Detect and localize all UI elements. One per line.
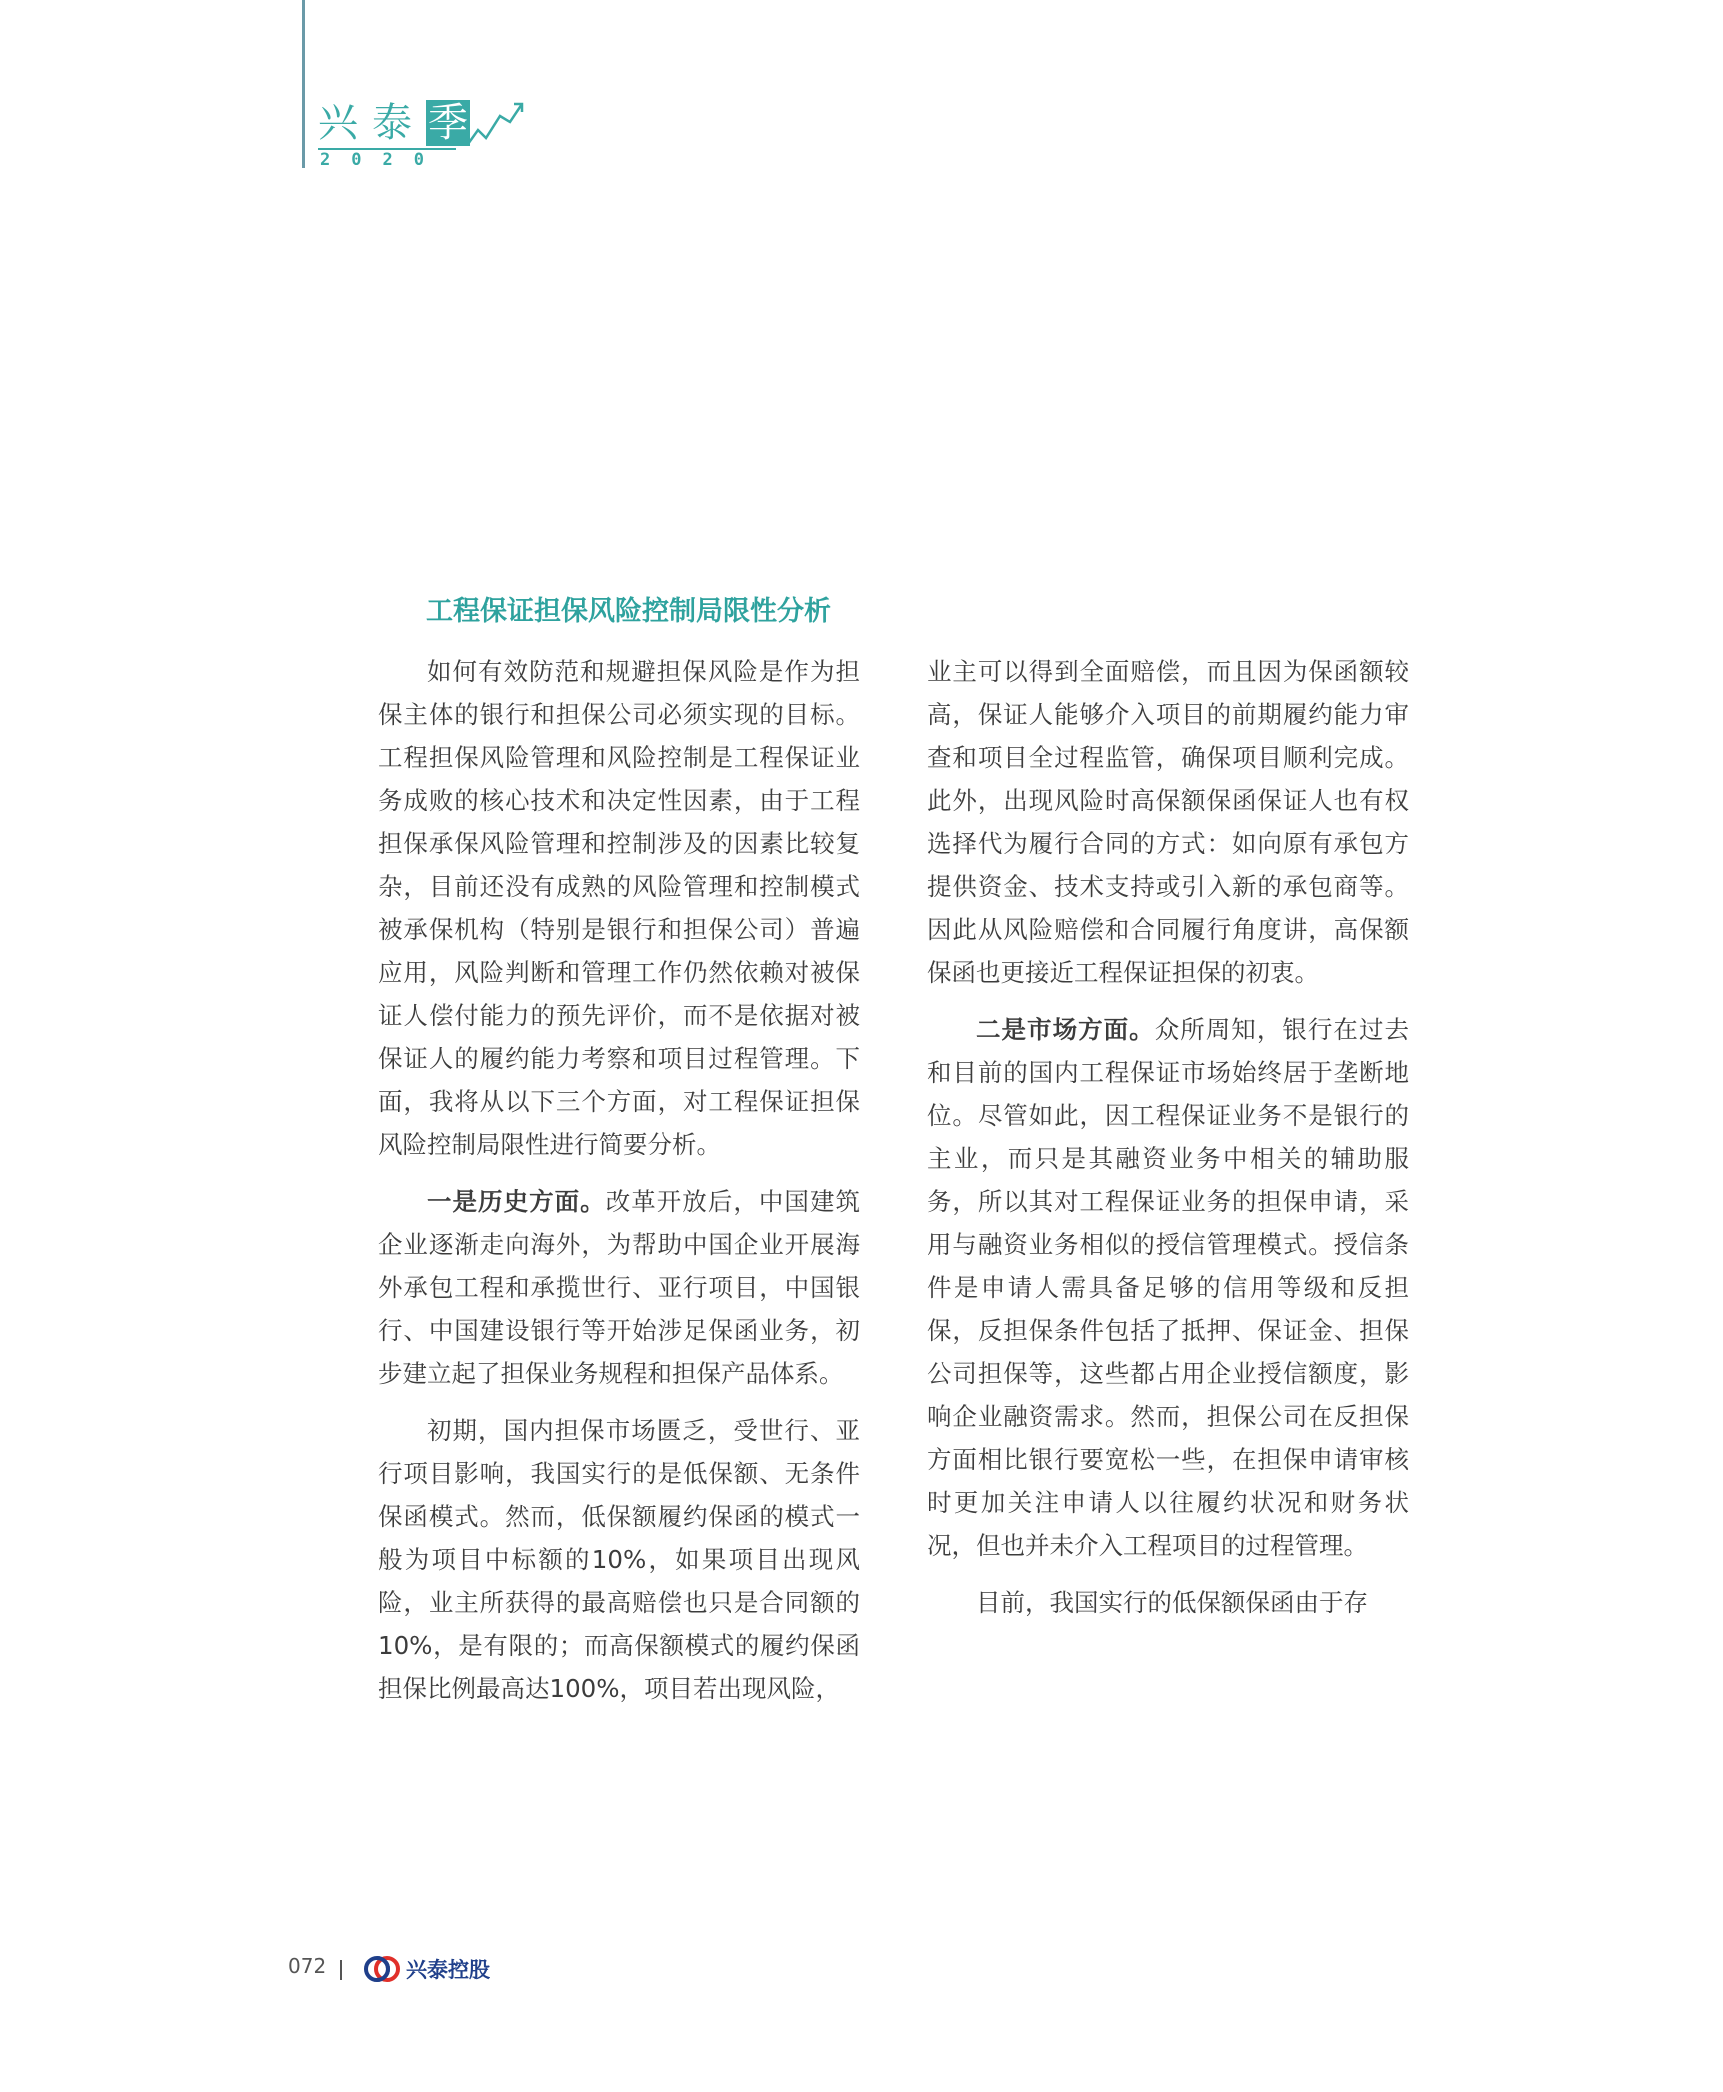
page-footer: [288, 1950, 548, 1990]
paragraph-lead: 二是市场方面。: [976, 1015, 1155, 1044]
magazine-year: 2020: [320, 150, 445, 170]
paragraph-current: [927, 1581, 1409, 1624]
paragraph-intro: [378, 650, 860, 1166]
magazine-logo: [318, 100, 508, 172]
paragraph-text: 如何有效防范和规避担保风险是作为担保主体的银行和担保公司必须实现的目标。工程担保风险管理和风险控制是工程保证业务成败的核心技术和决定性因素，由于工程担保承保风险管理和控制涉及的因素比较复杂，目前还没有成熟的风险管理和控制模式被承保机构（特别是银行和担保公司）普遍应用，风险判断和管理工作仍然依赖对被保证人偿付能力的预先评价，而不是依据对被保证人的履约能力考察和项目过程管理。下面，我将从以下三个方面，对工程保证担保风险控制局限性进行简要分析。: [378, 657, 860, 1159]
paragraph-market: [927, 1008, 1409, 1567]
right-column: [927, 650, 1409, 1638]
page-number: 072: [288, 1954, 327, 1978]
paragraph-lead: 一是历史方面。: [427, 1187, 606, 1216]
paragraph-text: 业主可以得到全面赔偿，而且因为保函额较高，保证人能够介入项目的前期履约能力审查和项目全过程监管，确保项目顺利完成。此外，出现风险时高保额保函保证人也有权选择代为履行合同的方式：如向原有承包方提供资金、技术支持或引入新的承包商等。因此从风险赔偿和合同履行角度讲，高保额保函也更接近工程保证担保的初衷。: [927, 657, 1409, 987]
paragraph-text: 众所周知，银行在过去和目前的国内工程保证市场始终居于垄断地位。尽管如此，因工程保证业务不是银行的主业，而只是其融资业务中相关的辅助服务，所以其对工程保证业务的担保申请，采用与融资业务相似的授信管理模式。授信条件是申请人需具备足够的信用等级和反担保，反担保条件包括了抵押、保证金、担保公司担保等，这些都占用企业授信额度，影响企业融资需求。然而，担保公司在反担保方面相比银行要宽松一些，在担保申请审核时更加关注申请人以往履约状况和财务状况，但也并未介入工程项目的过程管理。: [927, 1015, 1409, 1560]
paragraph-text: 改革开放后，中国建筑企业逐渐走向海外，为帮助中国企业开展海外承包工程和承揽世行、亚行项目，中国银行、中国建设银行等开始涉足保函业务，初步建立起了担保业务规程和担保产品体系。: [378, 1187, 860, 1388]
footer-separator: [340, 1960, 342, 1980]
paragraph-early-period: [378, 1409, 860, 1710]
trend-arrow-icon: [466, 100, 526, 150]
brand-name: 兴泰控股: [406, 1958, 490, 1982]
left-column: [378, 650, 860, 1724]
magazine-name-main: 兴泰: [318, 100, 426, 146]
magazine-name-last-char: 季: [428, 100, 468, 146]
brand-logo-icon: [362, 1954, 402, 1984]
magazine-name: [318, 100, 470, 146]
paragraph-text: 目前，我国实行的低保额保函由于存: [976, 1588, 1368, 1617]
article-title: 工程保证担保风险控制局限性分析: [426, 596, 831, 627]
paragraph-continued: [927, 650, 1409, 994]
paragraph-text: 初期，国内担保市场匮乏，受世行、亚行项目影响，我国实行的是低保额、无条件保函模式。然而，低保额履约保函的模式一般为项目中标额的10%，如果项目出现风险，业主所获得的最高赔偿也只是合同额的10%，是有限的；而高保额模式的履约保函担保比例最高达100%，项目若出现风险，: [378, 1416, 860, 1703]
header-vertical-rule: [302, 0, 305, 168]
paragraph-history: [378, 1180, 860, 1395]
